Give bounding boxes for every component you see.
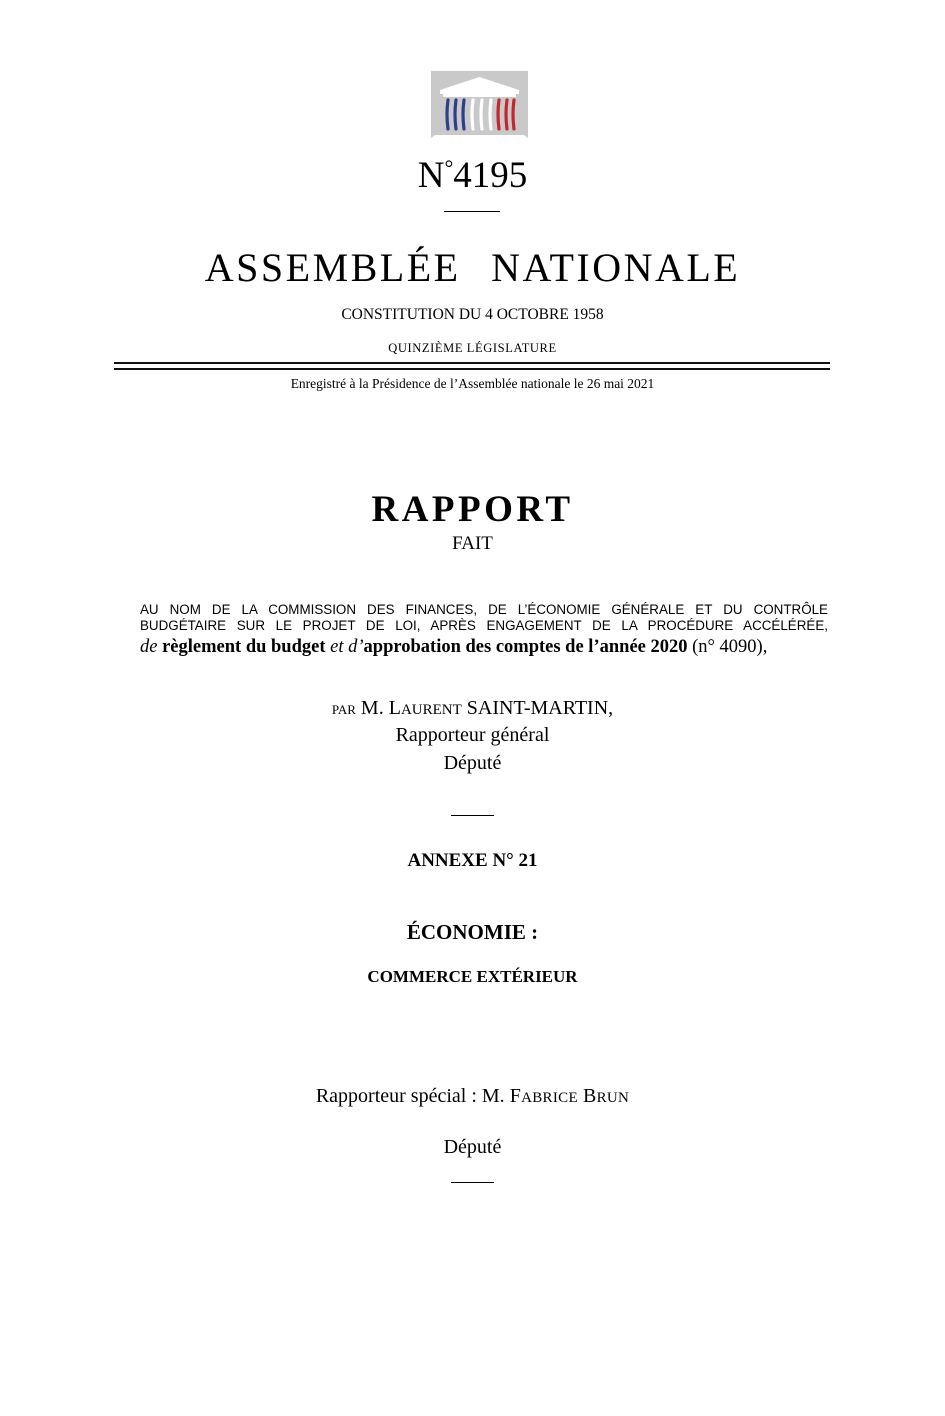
assemblee-nationale-logo-icon [431, 71, 528, 138]
special-rapporteur [0, 1082, 945, 1112]
degree-sign: ° [444, 155, 454, 180]
bill-d: d’ [348, 637, 364, 657]
legislature-line: QUINZIÈME LÉGISLATURE [388, 341, 557, 355]
separator-rule [444, 211, 500, 212]
by-civility: M. [360, 697, 384, 719]
special-lastname: BRUN [582, 1085, 630, 1107]
by-firstname: LAURENT [388, 697, 462, 719]
special-label: Rapporteur spécial : [315, 1085, 477, 1107]
rapporteur-title: Député [443, 752, 502, 774]
bill-et: et [330, 637, 344, 657]
section-title: ÉCONOMIE : [406, 920, 539, 944]
constitution-line: CONSTITUTION DU 4 OCTOBRE 1958 [341, 306, 604, 323]
special-rapporteur-title: Député [443, 1136, 502, 1158]
separator-rule [451, 1182, 494, 1183]
number-prefix: N [417, 155, 445, 196]
double-rule-top [114, 362, 830, 364]
commission-text: AU NOM DE LA COMMISSION DES FINANCES, DE L’ÉCONOMIE GÉNÉRALE ET DU CONTRÔLE BUDGÉTAIRE SUR LE PROJET DE LOI, APRÈS ENGAGEMENT DE LA PROCÉDURE ACCÉLÉRÉE, [140, 602, 828, 633]
double-rule-bottom [114, 368, 830, 370]
rapporteur-role: Rapporteur général [395, 724, 550, 746]
bill-part2: approbation des comptes de l’année 2020 [363, 637, 688, 657]
report-title: RAPPORT [371, 489, 574, 530]
bill-title [140, 635, 840, 659]
by-prefix: PAR [331, 702, 356, 717]
bill-reference: (n° 4090), [692, 637, 768, 657]
registration-line: Enregistré à la Présidence de l’Assemblée nationale le 26 mai 2021 [290, 376, 655, 391]
special-firstname: FABRICE [509, 1085, 578, 1107]
subsection-title: COMMERCE EXTÉRIEUR [367, 967, 578, 986]
annex-number: ANNEXE N° 21 [407, 850, 538, 871]
by-lastname: SAINT-MARTIN, [466, 697, 614, 719]
bill-part1: règlement du budget [162, 637, 326, 657]
rapporteur-general [0, 694, 945, 724]
number-value: 4195 [453, 155, 528, 196]
document-number [0, 146, 945, 198]
special-civility: M. [481, 1085, 505, 1107]
bill-de: de [140, 637, 158, 657]
institution-title: ASSEMBLÉE NATIONALE [204, 245, 741, 290]
separator-rule [451, 815, 494, 816]
report-subtitle: FAIT [452, 533, 493, 554]
